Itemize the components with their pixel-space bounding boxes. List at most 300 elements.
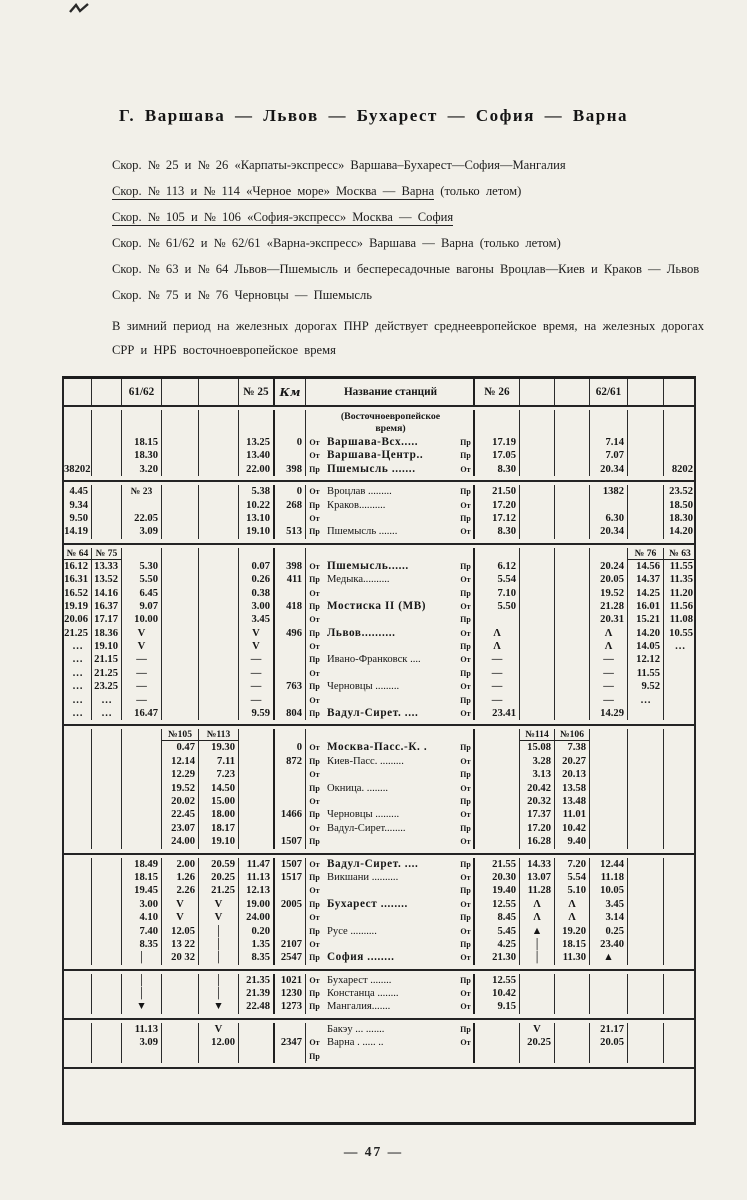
time-cell-i bbox=[555, 667, 590, 680]
time-cell-e bbox=[199, 613, 239, 626]
time-cell-c: 9.07 bbox=[122, 600, 162, 613]
time-cell-h bbox=[520, 600, 555, 613]
km-value bbox=[275, 548, 306, 560]
time-cell-k bbox=[628, 808, 664, 821]
time-cell-b: 21.15 bbox=[92, 653, 122, 666]
schedule-row bbox=[64, 667, 694, 680]
time-cell-j: 21.17 bbox=[590, 1023, 628, 1036]
time-cell-i bbox=[555, 463, 590, 476]
time-cell-l: 11.08 bbox=[669, 614, 693, 626]
time-cell-l bbox=[664, 782, 696, 795]
time-cell-k: 14.05 bbox=[628, 640, 664, 653]
schedule-row bbox=[64, 1050, 694, 1063]
time-cell-a bbox=[64, 436, 92, 449]
time-cell-g bbox=[475, 808, 520, 821]
time-cell-f bbox=[239, 835, 275, 848]
schedule-row bbox=[64, 560, 694, 573]
station-name: Ивано-Франковск .... bbox=[327, 654, 421, 666]
time-cell-d bbox=[162, 1023, 199, 1036]
column-header: Название станций bbox=[343, 386, 438, 398]
time-cell-a: … bbox=[64, 694, 92, 707]
time-cell-g: Λ bbox=[475, 640, 520, 653]
schedule-row bbox=[64, 782, 694, 795]
time-cell-d bbox=[162, 560, 199, 573]
time-cell-i bbox=[555, 653, 590, 666]
time-cell-i: №106 bbox=[555, 729, 590, 741]
time-cell-e bbox=[199, 600, 239, 613]
time-cell-d: 12.29 bbox=[162, 768, 199, 781]
arrival-departure-marker: Пр bbox=[458, 587, 475, 600]
time-cell-k bbox=[628, 822, 664, 835]
time-cell-f bbox=[239, 782, 275, 795]
time-cell-j bbox=[590, 835, 628, 848]
time-cell-i bbox=[555, 1023, 590, 1036]
time-cell-k bbox=[628, 951, 664, 964]
column-header-empty bbox=[458, 379, 475, 405]
time-cell-b bbox=[92, 755, 122, 768]
time-cell-e bbox=[199, 548, 239, 560]
station-name bbox=[323, 938, 458, 951]
intro-text bbox=[112, 158, 704, 373]
time-cell-i bbox=[555, 485, 590, 498]
time-cell-a bbox=[64, 822, 92, 835]
arrival-departure-marker: Пр bbox=[458, 485, 475, 498]
time-cell-h bbox=[520, 987, 555, 1000]
arrival-departure-marker: От bbox=[309, 1038, 320, 1048]
time-cell-f: 12.13 bbox=[239, 884, 275, 897]
time-cell-a bbox=[64, 1023, 92, 1036]
station-name bbox=[323, 548, 458, 560]
time-cell-d: 20.02 bbox=[162, 795, 199, 808]
time-cell-k: 9.52 bbox=[628, 680, 664, 693]
time-cell-j: 3.45 bbox=[590, 898, 628, 911]
time-cell-h: 11.28 bbox=[520, 884, 555, 897]
km-value: 2547 bbox=[275, 951, 306, 964]
km-value bbox=[275, 911, 306, 924]
time-cell-l bbox=[664, 911, 696, 924]
arrival-departure-marker: Пр bbox=[458, 822, 475, 835]
time-cell-h bbox=[520, 707, 555, 720]
arrival-departure-marker: Пр bbox=[458, 1023, 475, 1036]
time-cell-c: │ bbox=[122, 951, 162, 964]
arrival-departure-marker: От bbox=[309, 561, 320, 571]
schedule-row bbox=[64, 808, 694, 821]
time-cell-b bbox=[92, 485, 122, 498]
time-cell-c: V bbox=[122, 627, 162, 640]
time-cell-h bbox=[520, 627, 555, 640]
time-cell-g: 17.20 bbox=[475, 499, 520, 512]
km-value bbox=[275, 449, 306, 462]
schedule-row bbox=[64, 573, 694, 586]
schedule-row bbox=[64, 694, 694, 707]
time-cell-h: 14.33 bbox=[520, 858, 555, 871]
time-cell-d bbox=[162, 1000, 199, 1013]
time-cell-j: — bbox=[590, 653, 628, 666]
time-cell-i: 20.13 bbox=[555, 768, 590, 781]
time-cell-k bbox=[628, 449, 664, 462]
time-cell-j bbox=[590, 729, 628, 741]
time-cell-d: 20 32 bbox=[162, 951, 199, 964]
train-number-row bbox=[64, 548, 694, 560]
time-cell-g: Λ bbox=[475, 627, 520, 640]
time-cell-a bbox=[64, 795, 92, 808]
station-name: Мангалия....... bbox=[327, 1001, 391, 1013]
time-cell-i: 10.42 bbox=[555, 822, 590, 835]
time-cell-j bbox=[590, 987, 628, 1000]
time-cell-b bbox=[92, 951, 122, 964]
time-cell-h: 16.28 bbox=[520, 835, 555, 848]
time-cell-i bbox=[555, 640, 590, 653]
time-cell-l bbox=[664, 653, 696, 666]
time-cell-g: 20.30 bbox=[475, 871, 520, 884]
time-cell-j: 10.05 bbox=[590, 884, 628, 897]
time-cell-l: 23.52 bbox=[669, 486, 693, 498]
time-cell-j bbox=[590, 741, 628, 754]
time-cell-c bbox=[122, 808, 162, 821]
time-cell-f bbox=[239, 1036, 275, 1049]
time-cell-k bbox=[628, 871, 664, 884]
arrival-departure-marker: Пр bbox=[458, 667, 475, 680]
time-cell-e: │ bbox=[199, 938, 239, 951]
time-cell-e bbox=[199, 667, 239, 680]
time-cell-h bbox=[520, 410, 555, 436]
column-header-empty bbox=[520, 379, 555, 405]
time-cell-a: … bbox=[64, 707, 92, 720]
time-cell-d: V bbox=[162, 911, 199, 924]
time-cell-c: 22.05 bbox=[122, 512, 162, 525]
time-cell-h: 3.28 bbox=[520, 755, 555, 768]
time-cell-h: 15.08 bbox=[520, 741, 555, 754]
time-cell-a: № 64 bbox=[64, 548, 92, 560]
arrival-departure-marker: От bbox=[458, 898, 475, 911]
time-cell-b bbox=[92, 782, 122, 795]
time-cell-h bbox=[520, 653, 555, 666]
time-cell-b bbox=[92, 1000, 122, 1013]
arrival-departure-marker: Пр bbox=[458, 512, 475, 525]
arrival-departure-marker: Пр bbox=[309, 601, 320, 611]
time-cell-j bbox=[590, 768, 628, 781]
station-name: Пшемысль...... bbox=[327, 559, 409, 572]
time-cell-k bbox=[628, 499, 664, 512]
time-cell-e: 7.23 bbox=[199, 768, 239, 781]
time-cell-j: 3.14 bbox=[590, 911, 628, 924]
arrival-departure-marker: От bbox=[309, 487, 320, 497]
column-header-empty bbox=[92, 379, 122, 405]
time-cell-f: 3.45 bbox=[239, 613, 275, 626]
station-name bbox=[323, 1050, 458, 1063]
km-value bbox=[275, 822, 306, 835]
time-cell-k bbox=[628, 1023, 664, 1036]
time-cell-k: 16.01 bbox=[628, 600, 664, 613]
time-cell-b bbox=[92, 729, 122, 741]
scan-ink-mark bbox=[68, 2, 94, 18]
time-cell-g: 17.12 bbox=[475, 512, 520, 525]
time-cell-b bbox=[92, 974, 122, 987]
time-cell-f: 22.48 bbox=[239, 1000, 275, 1013]
arrival-departure-marker: Пр bbox=[309, 500, 320, 510]
time-cell-c: V bbox=[122, 640, 162, 653]
km-value bbox=[275, 925, 306, 938]
intro-line: Скор. № 113 и № 114 «Черное море» Москва — Варна (только летом) bbox=[112, 184, 522, 198]
time-cell-h bbox=[520, 560, 555, 573]
time-cell-d: 23.07 bbox=[162, 822, 199, 835]
schedule-row bbox=[64, 898, 694, 911]
time-cell-i bbox=[555, 600, 590, 613]
time-cell-b bbox=[92, 938, 122, 951]
time-cell-f: 21.39 bbox=[239, 987, 275, 1000]
time-cell-l bbox=[664, 667, 696, 680]
intro-line: Скор. № 75 и № 76 Черновцы — Пшемысль bbox=[112, 288, 373, 302]
arrival-departure-marker: Пр bbox=[309, 837, 320, 847]
time-cell-b bbox=[92, 925, 122, 938]
km-value: 411 bbox=[275, 573, 306, 586]
time-cell-l bbox=[664, 835, 696, 848]
timetable-block bbox=[64, 853, 694, 969]
km-value bbox=[275, 782, 306, 795]
time-cell-h: 3.13 bbox=[520, 768, 555, 781]
time-cell-f: 0.38 bbox=[239, 587, 275, 600]
km-value bbox=[275, 694, 306, 707]
time-cell-g: 17.05 bbox=[475, 449, 520, 462]
arrival-departure-marker bbox=[458, 729, 475, 741]
arrival-departure-marker: Пр bbox=[458, 613, 475, 626]
time-cell-a bbox=[64, 871, 92, 884]
time-cell-d bbox=[162, 449, 199, 462]
arrival-departure-marker: Пр bbox=[458, 694, 475, 707]
time-cell-a: 16.52 bbox=[64, 587, 92, 600]
time-cell-a bbox=[64, 1050, 92, 1063]
time-cell-e bbox=[199, 485, 239, 498]
km-value: 418 bbox=[275, 600, 306, 613]
time-cell-a bbox=[64, 1000, 92, 1013]
time-cell-g: — bbox=[475, 680, 520, 693]
column-header: Км bbox=[275, 379, 306, 405]
time-cell-d bbox=[162, 680, 199, 693]
km-value bbox=[275, 729, 306, 741]
time-cell-d bbox=[162, 410, 199, 436]
time-cell-h: 17.37 bbox=[520, 808, 555, 821]
arrival-departure-marker: Пр bbox=[458, 449, 475, 462]
time-cell-d: 2.26 bbox=[162, 884, 199, 897]
time-cell-e: V bbox=[199, 1023, 239, 1036]
time-cell-h bbox=[520, 613, 555, 626]
time-cell-a bbox=[64, 987, 92, 1000]
arrival-departure-marker: От bbox=[309, 913, 320, 923]
time-cell-d: 24.00 bbox=[162, 835, 199, 848]
column-header-empty bbox=[306, 379, 323, 405]
km-value: 1466 bbox=[275, 808, 306, 821]
time-cell-e: │ bbox=[199, 987, 239, 1000]
time-cell-j: — bbox=[590, 694, 628, 707]
time-cell-k bbox=[628, 1000, 664, 1013]
time-cell-c bbox=[122, 755, 162, 768]
time-cell-j: 21.28 bbox=[590, 600, 628, 613]
time-cell-g: 5.45 bbox=[475, 925, 520, 938]
time-cell-h: 13.07 bbox=[520, 871, 555, 884]
time-cell-d: 2.00 bbox=[162, 858, 199, 871]
time-cell-j: 20.31 bbox=[590, 613, 628, 626]
time-cell-l bbox=[664, 1000, 696, 1013]
station-name bbox=[323, 884, 458, 897]
time-cell-f: 21.35 bbox=[239, 974, 275, 987]
km-value: 268 bbox=[275, 499, 306, 512]
time-cell-l bbox=[664, 755, 696, 768]
time-cell-j: 12.44 bbox=[590, 858, 628, 871]
time-cell-d bbox=[162, 627, 199, 640]
time-cell-l: 11.20 bbox=[669, 587, 693, 599]
km-value: 1021 bbox=[275, 974, 306, 987]
time-cell-c bbox=[122, 729, 162, 741]
time-cell-a: 16.12 bbox=[64, 560, 92, 573]
time-cell-k bbox=[628, 884, 664, 897]
station-name bbox=[323, 512, 458, 525]
schedule-row bbox=[64, 925, 694, 938]
station-name bbox=[323, 640, 458, 653]
time-cell-d: V bbox=[162, 898, 199, 911]
time-cell-a bbox=[64, 741, 92, 754]
time-cell-f bbox=[239, 548, 275, 560]
arrival-departure-marker: Пр bbox=[309, 527, 320, 537]
column-header: № 26 bbox=[475, 379, 520, 405]
time-cell-k bbox=[628, 755, 664, 768]
time-cell-g: 12.55 bbox=[475, 898, 520, 911]
intro-line: Скор. № 61/62 и № 62/61 «Варна-экспресс» Варшава — Варна (только летом) bbox=[112, 236, 561, 250]
time-cell-b: 16.37 bbox=[92, 600, 122, 613]
time-cell-f: 0.26 bbox=[239, 573, 275, 586]
time-cell-i: 13.48 bbox=[555, 795, 590, 808]
km-value bbox=[275, 653, 306, 666]
time-cell-b bbox=[92, 795, 122, 808]
time-cell-i bbox=[555, 573, 590, 586]
km-value: 1230 bbox=[275, 987, 306, 1000]
time-cell-l: 10.55 bbox=[669, 627, 693, 639]
time-cell-j bbox=[590, 822, 628, 835]
time-cell-j bbox=[590, 499, 628, 512]
time-cell-g: 21.30 bbox=[475, 951, 520, 964]
time-cell-b: … bbox=[92, 707, 122, 720]
time-cell-d: 19.52 bbox=[162, 782, 199, 795]
time-cell-c: — bbox=[122, 653, 162, 666]
arrival-departure-marker: Пр bbox=[458, 640, 475, 653]
time-cell-h: 20.25 bbox=[520, 1036, 555, 1049]
time-cell-e: 7.11 bbox=[199, 755, 239, 768]
station-name bbox=[323, 768, 458, 781]
time-cell-a bbox=[64, 449, 92, 462]
time-cell-c: │ bbox=[122, 974, 162, 987]
time-cell-a bbox=[64, 858, 92, 871]
time-cell-b bbox=[92, 741, 122, 754]
time-cell-j: 11.18 bbox=[590, 871, 628, 884]
time-cell-b bbox=[92, 871, 122, 884]
time-cell-a bbox=[64, 755, 92, 768]
time-cell-i: 7.38 bbox=[555, 741, 590, 754]
km-value bbox=[275, 410, 306, 436]
time-cell-b: 17.17 bbox=[92, 613, 122, 626]
time-cell-j bbox=[590, 1000, 628, 1013]
time-cell-c: — bbox=[122, 667, 162, 680]
time-cell-j: — bbox=[590, 667, 628, 680]
time-cell-f: 13.40 bbox=[239, 449, 275, 462]
time-cell-h: V bbox=[520, 1023, 555, 1036]
time-cell-g bbox=[475, 613, 520, 626]
km-value: 1507 bbox=[275, 858, 306, 871]
time-cell-a: … bbox=[64, 640, 92, 653]
column-header-empty bbox=[64, 379, 92, 405]
time-cell-i bbox=[555, 680, 590, 693]
time-cell-k bbox=[628, 741, 664, 754]
time-cell-f bbox=[239, 822, 275, 835]
arrival-departure-marker: Пр bbox=[309, 810, 320, 820]
time-cell-c bbox=[122, 1050, 162, 1063]
time-cell-d bbox=[162, 573, 199, 586]
time-cell-a: 20.06 bbox=[64, 613, 92, 626]
time-cell-i: 5.54 bbox=[555, 871, 590, 884]
time-cell-c: 4.10 bbox=[122, 911, 162, 924]
column-header: № 25 bbox=[239, 379, 275, 405]
time-cell-d bbox=[162, 613, 199, 626]
time-cell-b bbox=[92, 1023, 122, 1036]
time-cell-e: 19.10 bbox=[199, 835, 239, 848]
time-cell-e: │ bbox=[199, 951, 239, 964]
time-cell-g bbox=[475, 729, 520, 741]
time-cell-l bbox=[664, 808, 696, 821]
time-cell-g bbox=[475, 1036, 520, 1049]
arrival-departure-marker: От bbox=[458, 573, 475, 586]
time-cell-i bbox=[555, 987, 590, 1000]
station-name: Констанца ........ bbox=[327, 988, 399, 1000]
time-cell-l: 18.50 bbox=[669, 499, 693, 511]
km-value: 1507 bbox=[275, 835, 306, 848]
time-cell-d bbox=[162, 667, 199, 680]
time-cell-g bbox=[475, 548, 520, 560]
time-cell-l: 14.20 bbox=[669, 526, 693, 538]
time-cell-g: 7.10 bbox=[475, 587, 520, 600]
time-cell-k bbox=[628, 410, 664, 436]
station-name: Москва-Пасс.-К. . bbox=[327, 741, 428, 754]
time-cell-f bbox=[239, 729, 275, 741]
time-cell-h bbox=[520, 436, 555, 449]
schedule-row bbox=[64, 871, 694, 884]
km-value bbox=[275, 587, 306, 600]
station-name: Бакэу ... ....... bbox=[327, 1023, 385, 1035]
schedule-row bbox=[64, 463, 694, 476]
time-cell-i bbox=[555, 974, 590, 987]
time-cell-g: 19.40 bbox=[475, 884, 520, 897]
time-cell-e bbox=[199, 1050, 239, 1063]
time-cell-j: 20.24 bbox=[590, 560, 628, 573]
time-cell-k bbox=[628, 795, 664, 808]
time-cell-j: 14.29 bbox=[590, 707, 628, 720]
time-cell-k bbox=[628, 974, 664, 987]
time-cell-l: 11.55 bbox=[669, 560, 693, 572]
km-value bbox=[275, 795, 306, 808]
station-name: Русе .......... bbox=[327, 925, 377, 937]
time-cell-d bbox=[162, 436, 199, 449]
time-cell-b bbox=[92, 884, 122, 897]
arrival-departure-marker: От bbox=[458, 653, 475, 666]
time-cell-i bbox=[555, 560, 590, 573]
time-cell-h bbox=[520, 694, 555, 707]
time-cell-i bbox=[555, 694, 590, 707]
station-name: Вадул-Сирет. .... bbox=[327, 707, 419, 720]
time-cell-c: 16.47 bbox=[122, 707, 162, 720]
time-cell-k bbox=[628, 485, 664, 498]
time-cell-a: … bbox=[64, 680, 92, 693]
station-name: Медыка.......... bbox=[327, 574, 390, 586]
time-cell-c: 3.20 bbox=[122, 463, 162, 476]
time-cell-k bbox=[628, 729, 664, 741]
time-cell-k bbox=[628, 911, 664, 924]
